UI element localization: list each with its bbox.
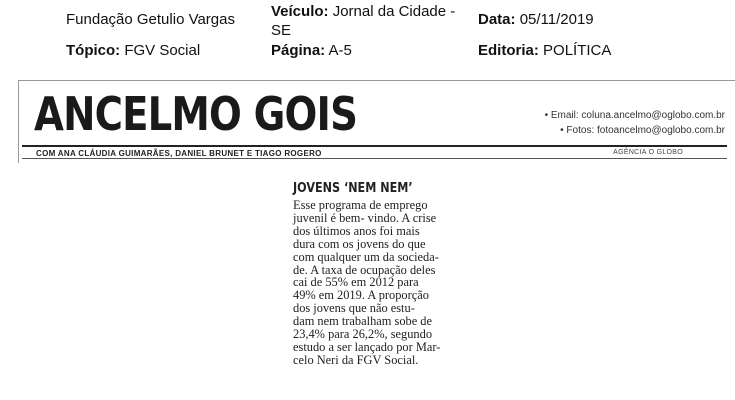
article-line: dos últimos anos foi mais [293, 223, 420, 238]
topico-field [66, 41, 200, 60]
data-field [478, 10, 594, 29]
article-line: Esse programa de emprego [293, 198, 428, 212]
column-credits: COM ANA CLÁUDIA GUIMARÃES, DANIEL BRUNET E TIAGO ROGERO [36, 149, 322, 158]
article-line: estudo a ser lançado por Mar- [293, 339, 441, 354]
topico-value: FGV Social [124, 42, 201, 59]
masthead-rule-bottom [22, 158, 727, 159]
article-body [293, 199, 463, 367]
editoria-field [478, 41, 611, 60]
pagina-label: Página: [271, 42, 326, 59]
veiculo-value-cont: SE [271, 22, 292, 39]
agency-credit: AGÊNCIA O GLOBO [613, 149, 683, 156]
data-label: Data: [478, 11, 516, 28]
article-line: dura com os jovens do que [293, 236, 426, 251]
veiculo-value: Jornal da Cidade - [332, 3, 456, 20]
article-line: dos jovens que não estu- [293, 301, 415, 316]
veiculo-field [271, 2, 455, 21]
article-line: cai de 55% em 2012 para [293, 275, 419, 290]
article-headline: JOVENS ‘NEM NEM’ [293, 181, 413, 196]
veiculo-label: Veículo: [271, 3, 329, 20]
article-line: celo Neri da FGV Social. [293, 352, 419, 367]
data-value: 05/11/2019 [519, 11, 594, 28]
pagina-field [271, 41, 352, 60]
column-title: ANCELMO GOIS [34, 87, 358, 141]
article-line: de. A taxa de ocupação deles [293, 262, 436, 277]
editoria-value: POLÍTICA [543, 42, 612, 59]
contact-email: • Email: coluna.ancelmo@oglobo.com.br [544, 110, 725, 121]
article [293, 181, 463, 367]
masthead-rule-top [22, 145, 727, 147]
editoria-label: Editoria: [478, 42, 539, 59]
article-line: com qualquer um da socieda- [293, 249, 439, 264]
pagina-value: A-5 [328, 42, 352, 59]
source-name: Fundação Getulio Vargas [66, 11, 235, 28]
article-line: 49% em 2019. A proporção [293, 288, 429, 303]
article-line: dam nem trabalham sobe de [293, 314, 433, 329]
contact-photos: • Fotos: fotoancelmo@oglobo.com.br [560, 125, 725, 136]
topico-label: Tópico: [66, 42, 121, 59]
article-line: juvenil é bem- vindo. A crise [293, 210, 437, 225]
article-line: 23,4% para 26,2%, segundo [293, 327, 433, 342]
